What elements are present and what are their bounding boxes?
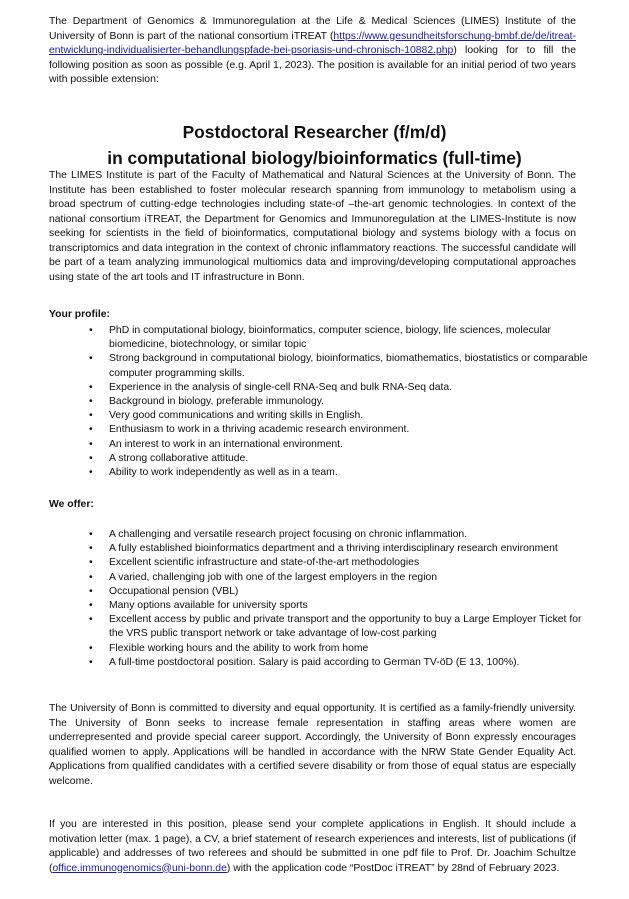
bullet-icon: • bbox=[89, 381, 93, 393]
offer-list bbox=[89, 528, 589, 670]
list-item: • Many options available for university sports bbox=[89, 599, 589, 613]
bullet-icon: • bbox=[89, 557, 93, 569]
list-item: • A full-time postdoctoral position. Salary is paid according to German TV-öD (E 13, 100%). bbox=[89, 656, 589, 670]
list-item: • Excellent access by public and private transport and the opportunity to buy a Large Employer Ticket for the VRS public transport network or take advantage of low-cost parking bbox=[89, 614, 582, 640]
list-item: • Flexible working hours and the ability to work from home bbox=[89, 642, 589, 656]
bullet-icon: • bbox=[89, 571, 93, 583]
intro-paragraph bbox=[49, 15, 576, 88]
diversity-statement: The University of Bonn is committed to diversity and equal opportunity. It is certified as a family-friendly university. The University of Bonn seeks to increase female representation in staffing areas where women are underrepresented and provide special career support. Accordingly, the University of Bonn expressly encourages qualified women to apply. Applications will be handled in accordance with the NRW State Gender Equality Act. Applications from qualified candidates with a certified severe disability or from those of equal status are especially welcome. bbox=[49, 703, 576, 787]
list-item: • Strong background in computational biology, bioinformatics, biomathematics, biostatistics or comparable computer programming skills. bbox=[89, 353, 588, 379]
list-item: • Enthusiasm to work in a thriving academic research environment. bbox=[89, 423, 589, 437]
bullet-icon: • bbox=[89, 438, 93, 450]
bullet-icon: • bbox=[89, 396, 93, 408]
list-item: • Experience in the analysis of single-cell RNA-Seq and bulk RNA-Seq data. bbox=[89, 381, 589, 395]
application-instructions bbox=[49, 818, 576, 876]
position-title bbox=[0, 120, 629, 171]
intro-text-start: The Department of Genomics & Immunoregulation at the Life & Medical Sciences (LIMES) Institute of the University of Bonn is part of the national consortium iTREAT ( bbox=[49, 16, 576, 42]
bullet-icon: • bbox=[89, 543, 93, 555]
bullet-icon: • bbox=[89, 600, 93, 612]
apply-text-start: If you are interested in this position, please send your complete applications in English. It should include a motivation letter (max. 1 page), a CV, a brief statement of research experiences and interests, list of publications (if applicable) and addresses of two referees and should be submitted in one pdf file to Prof. Dr. Joachim Schultze ( bbox=[49, 819, 576, 874]
list-item: • Occupational pension (VBL) bbox=[89, 585, 589, 599]
bullet-icon: • bbox=[89, 424, 93, 436]
institute-summary: The LIMES Institute is part of the Faculty of Mathematical and Natural Sciences at the University of Bonn. The Institute has been established to foster molecular research spanning from immunology to metabolism using a broad spectrum of cutting-edge technologies including state-of –the-art genomic technologies. In context of the national consortium iTREAT, the Department for Genomics and Immunoregulation at the LIMES-Institute is now seeking for scientists in the field of bioinformatics, computational biology and systems biology with a focus on transcriptomics and data integration in the context of chronic inflammatory reactions. The successful candidate will be part of a team analyzing immunological multiomics data and improving/developing computational approaches using state of the art tools and IT infrastructure in Bonn. bbox=[49, 170, 576, 283]
list-item: • Very good communications and writing skills in English. bbox=[89, 409, 589, 423]
intro-text-end: ) looking for to fill the following position as soon as possible (e.g. April 1, 2023). The position is available for an initial period of two years with possible extension: bbox=[49, 45, 576, 85]
list-item: • A strong collaborative attitude. bbox=[89, 452, 589, 466]
list-item: • An interest to work in an international environment. bbox=[89, 438, 589, 452]
offer-heading: We offer: bbox=[49, 499, 94, 510]
bullet-icon: • bbox=[89, 467, 93, 479]
bullet-icon: • bbox=[89, 614, 93, 626]
list-item: • A fully established bioinformatics department and a thriving interdisciplinary research environment bbox=[89, 542, 589, 556]
itreat-link[interactable]: https://www.gesundheitsforschung-bmbf.de/de/itreat-entwicklung-individualisierter-behandlungspfade-bei-psoriasis-und-chronisch-10882.php bbox=[49, 30, 576, 56]
position-title-line-2: in computational biology/bioinformatics (full-time) bbox=[107, 147, 522, 168]
profile-heading: Your profile: bbox=[49, 309, 110, 320]
list-item: • Ability to work independently as well as in a team. bbox=[89, 466, 589, 480]
bullet-icon: • bbox=[89, 353, 93, 365]
list-item: • Excellent scientific infrastructure and state-of-the-art methodologies bbox=[89, 556, 589, 570]
apply-text-end: ) with the application code “PostDoc iTREAT” by 28nd of February 2023. bbox=[226, 862, 560, 874]
bullet-icon: • bbox=[89, 325, 93, 336]
list-item: • Background in biology, preferable immunology. bbox=[89, 395, 589, 409]
profile-list bbox=[89, 324, 589, 480]
bullet-icon: • bbox=[89, 452, 93, 464]
bullet-icon: • bbox=[89, 529, 93, 540]
position-title-line-1: Postdoctoral Researcher (f/m/d) bbox=[182, 122, 447, 142]
list-item: • PhD in computational biology, bioinformatics, computer science, biology, life sciences, molecular biomedicine, biotechnology, or similar topic bbox=[89, 325, 552, 351]
list-item: • A challenging and versatile research project focusing on chronic inflammation. bbox=[89, 528, 589, 542]
list-item: • A varied, challenging job with one of the largest employers in the region bbox=[89, 571, 589, 585]
bullet-icon: • bbox=[89, 585, 93, 597]
bullet-icon: • bbox=[89, 642, 93, 654]
bullet-icon: • bbox=[89, 656, 93, 668]
contact-email-link[interactable]: office.immunogenomics@uni-bonn.de bbox=[52, 862, 227, 874]
bullet-icon: • bbox=[89, 410, 93, 422]
